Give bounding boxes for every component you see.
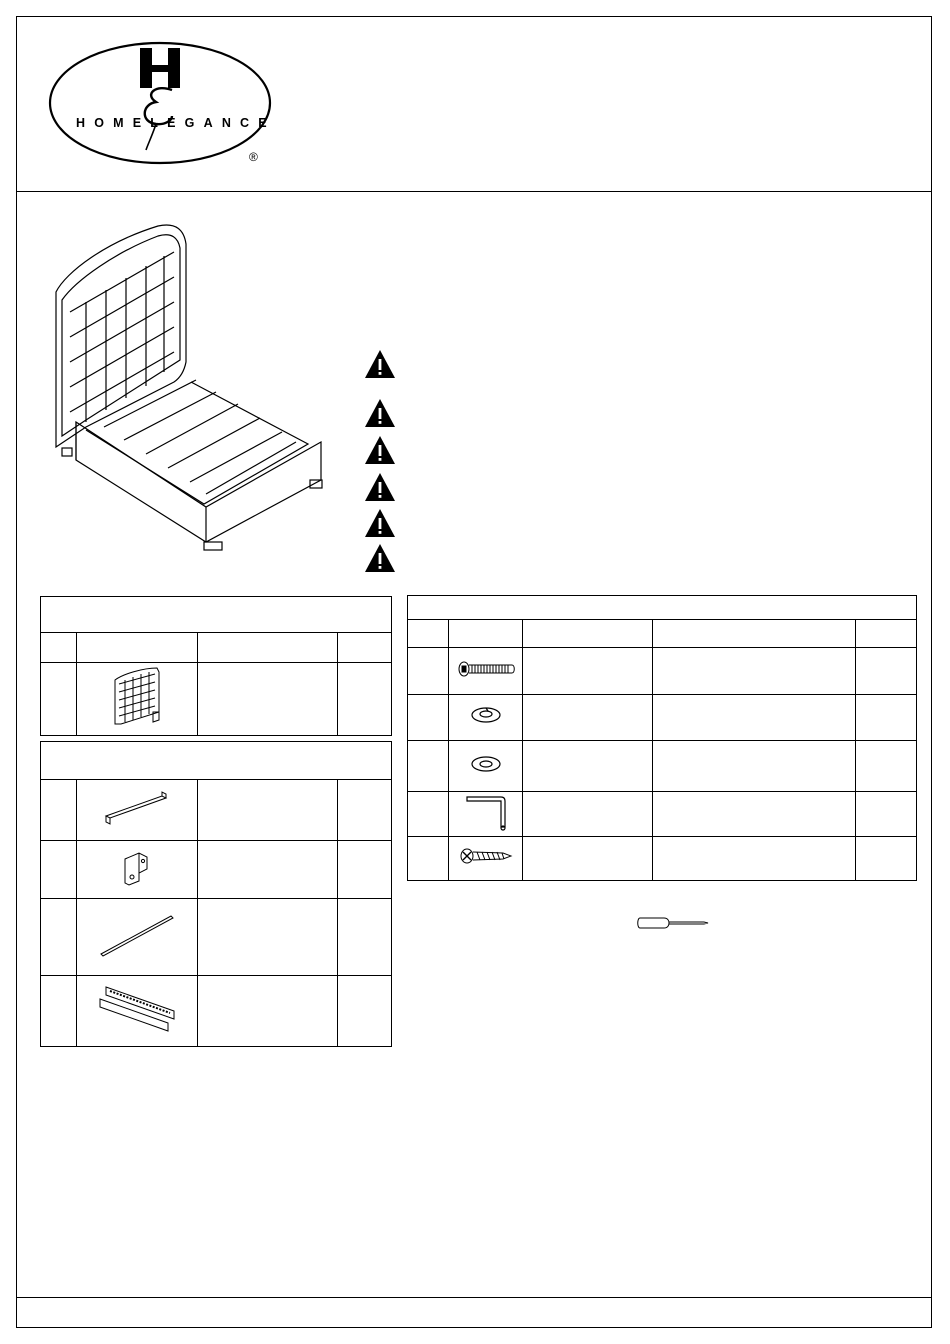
table-cell <box>856 648 917 695</box>
headboard-part-image <box>109 666 165 728</box>
table-cell <box>408 837 449 881</box>
lock-washer-icon <box>468 705 504 725</box>
table-cell <box>338 841 392 899</box>
warning-triangle-icon <box>364 398 396 428</box>
warning-triangle-icon <box>364 472 396 502</box>
warning-triangle-icon <box>364 508 396 538</box>
table-cell <box>408 648 449 695</box>
table-cell <box>198 976 338 1047</box>
part-image-cell <box>77 841 198 899</box>
side-rail-part-image <box>102 788 172 828</box>
footer-divider <box>16 1297 932 1298</box>
header-cell <box>338 633 392 663</box>
table-cell <box>408 792 449 837</box>
table-cell <box>523 837 653 881</box>
header-divider <box>16 191 932 192</box>
part-image-cell <box>449 837 523 881</box>
table-cell <box>653 792 856 837</box>
logo-wordmark: HOMELEGANCE <box>76 116 276 130</box>
table-cell <box>653 837 856 881</box>
wood-screw-icon <box>459 846 513 866</box>
parts-table-box-1 <box>40 596 392 736</box>
warning-triangle-icon <box>364 543 396 573</box>
bolt-icon <box>456 660 516 678</box>
header-cell <box>856 620 917 648</box>
part-image-cell <box>77 976 198 1047</box>
table-cell <box>856 695 917 741</box>
part-image-cell <box>77 780 198 841</box>
header-cell <box>77 633 198 663</box>
table-cell <box>41 780 77 841</box>
parts-table-box-2 <box>40 741 392 1047</box>
table-cell <box>653 648 856 695</box>
table-cell <box>198 663 338 736</box>
table-cell <box>198 780 338 841</box>
table-cell <box>41 899 77 976</box>
table-cell <box>523 741 653 792</box>
table-cell <box>338 976 392 1047</box>
header-cell <box>408 620 449 648</box>
table-cell <box>41 663 77 736</box>
table-title-cell <box>408 596 917 620</box>
part-image-cell <box>77 663 198 736</box>
warning-triangle-icon <box>364 349 396 379</box>
part-image-cell <box>77 899 198 976</box>
header-cell <box>41 633 77 663</box>
header-cell <box>449 620 523 648</box>
part-image-cell <box>449 792 523 837</box>
screwdriver-icon <box>636 914 712 932</box>
table-cell <box>41 976 77 1047</box>
corner-bracket-part-image <box>117 847 157 887</box>
header-cell <box>523 620 653 648</box>
table-cell <box>856 837 917 881</box>
table-title-cell <box>41 742 392 780</box>
table-cell <box>523 792 653 837</box>
warning-triangle-icon <box>364 435 396 465</box>
center-support-part-image <box>97 910 177 960</box>
table-cell <box>653 741 856 792</box>
hardware-table <box>407 595 917 881</box>
table-title-cell <box>41 597 392 633</box>
flat-washer-icon <box>468 754 504 774</box>
logo-ellipse <box>48 40 274 168</box>
table-cell <box>408 695 449 741</box>
part-image-cell <box>449 695 523 741</box>
part-image-cell <box>449 648 523 695</box>
table-cell <box>653 695 856 741</box>
table-cell <box>41 841 77 899</box>
header-cell <box>198 633 338 663</box>
header-cell <box>653 620 856 648</box>
table-cell <box>523 695 653 741</box>
table-cell <box>856 741 917 792</box>
part-image-cell <box>449 741 523 792</box>
table-cell <box>523 648 653 695</box>
table-cell <box>338 899 392 976</box>
table-cell <box>338 780 392 841</box>
registered-mark: ® <box>249 150 258 164</box>
table-cell <box>338 663 392 736</box>
bed-illustration <box>46 222 346 552</box>
table-cell <box>408 741 449 792</box>
table-cell <box>198 841 338 899</box>
table-cell <box>198 899 338 976</box>
allen-key-icon <box>461 793 511 831</box>
table-cell <box>856 792 917 837</box>
slat-roll-part-image <box>94 983 180 1035</box>
